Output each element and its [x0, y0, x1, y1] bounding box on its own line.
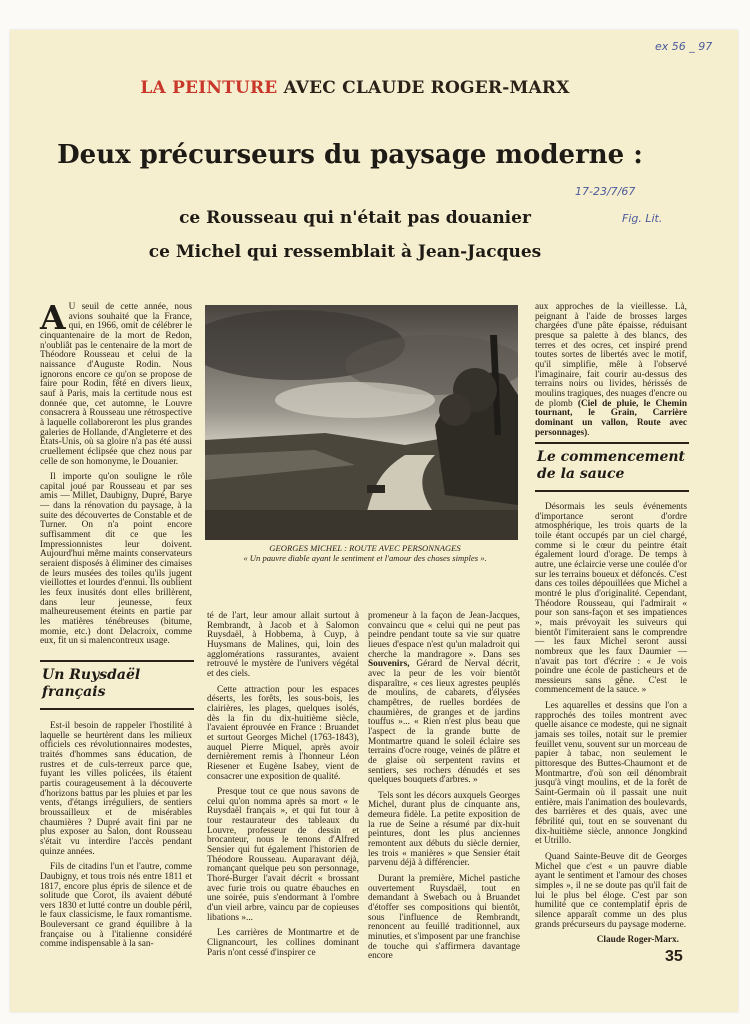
- paragraph: [368, 612, 520, 786]
- paragraph: Les carrières de Montmartre et de Clignancourt, les collines dominant Paris n'ont cessé d'inspirer ce: [207, 928, 359, 958]
- column-4-bottom: [535, 503, 687, 952]
- caption-title: GEORGES MICHEL : ROUTE AVEC PERSONNAGES: [269, 543, 461, 553]
- paragraph: Les aquarelles et dessins que l'on a rapprochés des toiles montrent avec quelle aisance ce modeste, qui ne signait jamais ses toiles, notait sur le premier feuillet venu, souvent sur un morceau de papier à tabac, non seulement le pittoresque des Buttes-Chaumont et de Montmartre, d'où son œil dénombrait jusqu'à vingt moulins, et de la forêt de Saint-Germain où il passait une nuit entière, mais l'animation des boulevards, des barrières et des quais, avec une fébrilité qui, tout en se souvenant du dix-huitième siècle, annonce Jongkind et Utrillo.: [535, 701, 687, 847]
- handwritten-source: Fig. Lit.: [622, 212, 663, 225]
- kicker-author: AVEC CLAUDE ROGER-MARX: [283, 78, 570, 98]
- column-1-bottom: [40, 722, 192, 956]
- subtitle-1: ce Rousseau qui n'était pas douanier: [179, 208, 531, 228]
- painting-image: [205, 305, 518, 540]
- paragraph-text: .: [587, 427, 590, 438]
- author-signature: Claude Roger-Marx.: [596, 935, 679, 946]
- subheading-sauce: Le commencement de la sauce: [535, 442, 689, 492]
- subtitle-2: ce Michel qui ressemblait à Jean-Jacques: [148, 242, 542, 262]
- painting-titles: (Ciel de pluie, le Chemin tournant, le Grain, Carrière dominant un vallon, Route avec personnages): [535, 398, 688, 438]
- paragraph-text: aux approches de la vieillesse. Là, peignant à l'aide de brosses larges chargées d'une pâte épaisse, réduisant presque sa palette à des blancs, des terres et des ocres, cet inspiré prend toutes sortes de libertés avec le motif, qu'il simplifie, mêle à l'observé l'imaginaire, fait courir au-dessus des terrains noirs ou livides, hérissés de moulins tragiques, des nuages d'encre ou de plomb: [535, 302, 687, 409]
- book-title: Souvenirs,: [368, 659, 410, 670]
- paragraph: [535, 303, 687, 438]
- column-3: [368, 612, 520, 968]
- handwritten-reference: ex 56 _ 97: [655, 40, 713, 53]
- paragraph-text: promeneur à la façon de Jean-Jacques, convaincu que « celui qui ne peut pas peindre pendant toute sa vie sur quatre lieues d'espace n'est qu'un maladroit qui cherche la mandragore ». Dans ses: [368, 611, 520, 660]
- subheading-ruysdael: Un Ruysdaël français: [40, 660, 194, 710]
- column-1-top: [40, 298, 192, 653]
- drop-cap: A: [40, 298, 66, 337]
- page-number: 35: [665, 948, 683, 965]
- handwritten-date: 17-23/7/67: [575, 185, 636, 198]
- paragraph: Cette attraction pour les espaces déserts, les forêts, les sous-bois, les clairières, les plages, quelques isolés, dès la fin du dix-huitième siècle, l'avaient éprouvée en France : Bruandet et surtout Georges Michel (1763-1843), auquel Pierre Miquel, après avoir dernièrement remis à l'honneur Léon Riesener et Eugène Isabey, vient de consacrer une exposition de qualité.: [207, 684, 359, 782]
- paragraph: Tels sont les décors auxquels Georges Michel, durant plus de cinquante ans, demeura fidèle. La petite exposition de la rue de Seine a résumé par dix-huit peintures, dont les plus anciennes remontent aux débuts du siècle dernier, les trois « manières » que Sensier était parvenu déjà à différencier.: [368, 790, 520, 869]
- paragraph: Durant la première, Michel pastiche ouvertement Ruysdaël, tout en demandant à Swebach ou à Bruandet d'étoffer ses compositions qui bientôt, sous l'influence de Rembrandt, renoncent au feuillé traditionnel, aux minuties, et s'imposent par une franchise de touche qui s'affirmera davantage encore: [368, 874, 520, 962]
- kicker-red: LA PEINTURE: [140, 78, 278, 98]
- paragraph-text: U seuil de cette année, nous avions souhaité que la France, qui, en 1966, omit de célébrer le cinquantenaire de la mort de Redon, n'oubliât pas le centenaire de la mort de Théodore Rousseau et celui de la naissance d'Auguste Rodin. Nous ignorons encore ce qu'on se propose de faire pour Rodin, fêté en divers lieux, sauf à Paris, mais la certitude nous est donnée que, cet automne, le Louvre consacrera à Rousseau une rétrospective à laquelle collaboreront les plus grandes galeries de Hollande, d'Angleterre et des Etats-Unis, où sa gloire n'a pas été aussi cruellement éclipsée que chez nous par celle de son homonyme, le Douanier.: [40, 302, 192, 467]
- section-kicker: [0, 78, 710, 98]
- paragraph-text: Gérard de Nerval décrit, avec la peur de les voir bientôt disparaître, « ces lieux agrestes peuplés de moulins, de cabarets, d'élysées champêtres, de ruelles bordées de chaumières, de granges et de jardins touffus »... « Rien n'est plus beau que l'aspect de la grande butte de Montmartre quand le soleil éclaire ses terrains d'ocre rouge, veinés de plâtre et de glaise où serpentent ravins et sentiers, ses rochers dénudés et ses quelques bouquets d'arbres. »: [368, 659, 520, 786]
- paragraph: Désormais les seuls événements d'importance seront d'ordre atmosphérique, les trois quarts de la toile étant occupés par un ciel chargé, comme si le cœur du peintre était également lourd d'orage. De temps à autre, une éclaircie verse une coulée d'or sur les terrains boueux et défoncés. C'est dans ces toiles dépouillées que Michel a montré le plus d'originalité. Cependant, Théodore Rousseau, qui l'admirait « pour son sans-façon et ses impatiences », mais prévoyait les suiveurs qui bientôt l'imiteraient sans le comprendre — les faux Michel seront aussi nombreux que les faux Daumier — n'avait pas tort d'écrire : « Je vois poindre une école de pasticheurs et de messieurs sans gêne. C'est le commencement de la sauce. »: [535, 502, 687, 696]
- paragraph: [40, 298, 192, 467]
- column-2: [207, 612, 359, 964]
- paragraph: té de l'art, leur amour allait surtout à Rembrandt, à Jacob et à Salomon Ruysdaël, à Hobbema, à Cuyp, à Huysmans de Malines, qui, loin des agglomérations rassurantes, avaient retrouvé le mystère de l'univers végétal et des ciels.: [207, 611, 359, 679]
- paragraph: Il importe qu'on souligne le rôle capital joué par Rousseau et par ses amis — Millet, Daubigny, Dupré, Barye — dans la rénovation du paysage, à la suite des découvertes de Constable et de Turner. On n'a point encore suffisamment dit ce que les Impressionnistes leur doivent. Aujourd'hui même maints conservateurs seraient disposés à éliminer des cimaises de leurs musées des toiles qu'ils jugent vieillottes et lourdes d'ennui. Ils oublient les feux inusités dont elles brillèrent, dans leur jeunesse, feux malheureusement éteints en partie par les matières ténébreuses (bitume, momie, etc.) dont Delacroix, comme eux, fit un si malencontreux usage.: [40, 472, 192, 647]
- column-4-top: [535, 303, 687, 444]
- paragraph: Fils de citadins l'un et l'autre, comme Daubigny, et tous trois nés entre 1811 et 1817, encore plus épris de silence et de solitude que Corot, ils avaient débuté vers 1830 et lutté contre un double péril, le faux classicisme, le faux romantisme. Bouleversant ce grand équilibre à la française ou à l'italienne considéré comme indispensable à la san-: [40, 862, 192, 950]
- paragraph: Presque tout ce que nous savons de celui qu'on nomma après sa mort « le Ruysdaël français », et qui fut tour à tour restaurateur des tableaux du Louvre, professeur de dessin et brocanteur, nous le tenons d'Alfred Sensier qui fut également l'historien de Théodore Rousseau. Auparavant déjà, romançant quelque peu son personnage, Thoré-Burger l'avait décrit « brossant avec furie trois ou quatre ébauches en une soirée, puis s'endormant à l'ombre d'un vieil arbre, vaincu par de copieuses libations »...: [207, 787, 359, 923]
- image-caption: [200, 543, 530, 563]
- caption-quote: « Un pauvre diable ayant le sentiment et l'amour des choses simples ».: [243, 553, 487, 563]
- paragraph: Quand Sainte-Beuve dit de Georges Michel que c'est « un pauvre diable ayant le sentiment et l'amour des choses simples », il ne se doute pas qu'il fait de lui le plus bel éloge. C'est par son humilité que ce contemplatif épris de silence apparaît comme un des plus grands précurseurs du paysage moderne.: [535, 851, 687, 930]
- article-title: Deux précurseurs du paysage moderne :: [57, 140, 643, 170]
- paragraph: Est-il besoin de rappeler l'hostilité à laquelle se heurtèrent dans les milieux officiels ces révolutionnaires modestes, traités d'hommes sans éducation, de rustres et de culs-terreux parce que, fuyant les villes policées, ils étaient partis courageusement à la découverte d'horizons battus par les pluies et par les vents, d'étangs irréguliers, de sentiers broussailleux et de misérables chaumières ? Dupré avait fini par ne plus exposer au Salon, dont Rousseau s'était vu interdire l'accès pendant quinze années.: [40, 721, 192, 857]
